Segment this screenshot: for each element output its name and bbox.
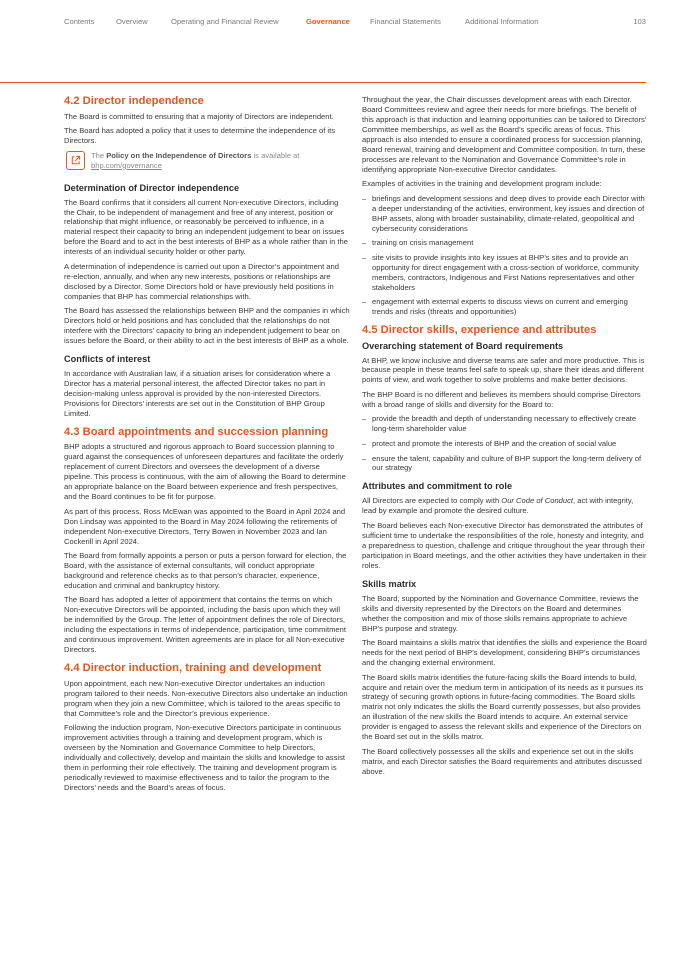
paragraph: The Board has assessed the relationships between BHP and the companies in which Directors hold or held positions and has concluded that the relationships do not interfere with the Directors’ capacity to bring an independent judgement to bear on issues before the Board, or their ability to act in the best interests of BHP as a whole. (64, 306, 350, 346)
paragraph: The Board maintains a skills matrix that identifies the skills and experience the Board needs for the next period of BHP’s development, considering BHP’s circumstances and the changing external environment. (362, 638, 647, 668)
list-item: – protect and promote the interests of BHP and the creation of social value (362, 439, 647, 449)
external-link-icon[interactable] (66, 151, 85, 170)
paragraph: In accordance with Australian law, if a situation arises for consideration where a Director has a material personal interest, the affected Director takes no part in decision-making unless approval is provided by the non-interested Directors. Provisions for Directors’ interests are set out in the Constitution of BHP Group Limited. (64, 369, 331, 418)
paragraph: All Directors are expected to comply with Our Code of Conduct, act with integrity, lead by example and promote the desired culture. (362, 496, 634, 516)
paragraph: Examples of activities in the training and development program include: (362, 179, 602, 189)
paragraph: The Board collectively possesses all the skills and experience set out in the skills matrix, and each Director satisfies the Board requirements and attributes discussed above. (362, 746, 642, 776)
nav-governance[interactable]: Governance (306, 17, 350, 26)
list-item: – briefings and development sessions and deep dives to provide each Director with a deeper understanding of the activities, environment, key issues and direction of BHP assets, along with broader sustainability, climate-related, geopolitical and cybersecurity considerations (362, 194, 647, 234)
paragraph: Throughout the year, the Chair discusses development areas with each Director. Board Committees review and agree their needs for more briefings. The benefit of this approach is that induction and learning opportunities can be tailored to Directors’ Committee memberships, as well as the Board’s specific areas of focus. This approach is also intended to ensure a coordinated process for succession planning, Board renewal, training and development and Committee composition. In turn, these processes are relevant to the Nomination and Governance Committee’s role in identifying appropriate Non-executive Director candidates. (362, 95, 647, 174)
list-item: – site visits to provide insights into key issues at BHP’s sites and to provide an opportunity for direct engagement with a cross-section of workforce, community members, contractors, Indigenous and First Nations representatives and other stakeholders (362, 253, 647, 293)
heading-skills-experience: 4.5 Director skills, experience and attributes (362, 324, 597, 337)
paragraph: The Board has adopted a policy that it uses to determine the independence of its Directors. (64, 126, 336, 145)
paragraph: The Board, supported by the Nomination and Governance Committee, reviews the skills and diversity represented by the Directors on the Board and determines whether the composition and mix of those skills remains appropriate to achieve BHP’s purpose and strategy. (362, 593, 639, 633)
list-item: – training on crisis management (362, 238, 647, 248)
paragraph: The Board confirms that it considers all current Non-executive Directors, including the Chair, to be independent of management and free of any interest, position or relationship that might influence, or reasonably be perceived to influence, in a material respect their capacity to bring an independent judgement to bear on issues before the Board and to act in the best interests of BHP as a whole rather than in the interests of an individual security holder or other party. (64, 197, 348, 257)
right-column (362, 95, 647, 781)
paragraph: At BHP, we know inclusive and diverse teams are safer and more productive. This is because people in these teams feel safe to speak up, share their ideas and different points of view, and work together to solve problems and make better decisions. (362, 355, 645, 385)
board-aims-list (362, 414, 647, 473)
paragraph: The Board believes each Non-executive Director has demonstrated the attributes of sufficient time to undertake the responsibilities of the role, honesty and integrity, and a preparedness to question, challenge and critique throughout the year through their participation in Board meetings, and the other activities they have undertaken in their roles. (362, 520, 647, 570)
heading-skills-matrix: Skills matrix (362, 578, 417, 589)
paragraph: The BHP Board is no different and believes its members should comprise Directors with a broad range of skills and diversity for the Board to: (362, 389, 641, 409)
code-of-conduct-title: Our Code of Conduct (501, 496, 574, 506)
heading-conflicts: Conflicts of interest (64, 354, 151, 365)
nav-operating-financial-review[interactable]: Operating and Financial Review (171, 17, 279, 26)
paragraph: The Board from formally appoints a person or puts a person forward for election, the Board, with the assistance of external consultants, will conduct appropriate background and reference checks as to that person’s character, experience, education and criminal and bankruptcy history. (64, 551, 347, 590)
nav-financial-statements[interactable]: Financial Statements (370, 17, 441, 26)
header-divider (0, 82, 646, 83)
heading-induction-training: 4.4 Director induction, training and development (64, 662, 322, 675)
nav-contents[interactable]: Contents (64, 17, 95, 26)
paragraph: As part of this process, Ross McEwan was appointed to the Board in April 2024 and Don Lindsay was appointed to the Board in May 2024 following the retirements of independent Non-executive Directors, Terry Bowen in November 2023 and Ian Cockerill in April 2024. (64, 506, 346, 546)
external-link-glyph (70, 155, 81, 166)
page-number: 103 (633, 17, 646, 26)
paragraph: BHP adopts a structured and rigorous approach to Board succession planning to guard against the consequences of unforeseen departures and facilitate the orderly replacement of current Directors and oversees the development of a diverse pipeline. This process is continuous, with the aim of allowing the Board to determine an appropriate balance on the Board between experience and fresh perspectives, and the Board continues to be fit for purpose. (64, 442, 346, 502)
list-item: – engagement with external experts to discuss views on current and emerging trends and risks (threats and opportunities) (362, 297, 647, 317)
policy-note (64, 151, 350, 173)
paragraph: The Board is committed to ensuring that a majority of Directors are independent. (64, 111, 334, 121)
list-item: – ensure the talent, capability and culture of BHP support the long-term delivery of our strategy (362, 454, 647, 474)
heading-director-independence: 4.2 Director independence (64, 95, 204, 107)
list-item: – provide the breadth and depth of understanding necessary to effectively create long-term shareholder value (362, 414, 647, 434)
heading-determination: Determination of Director independence (64, 182, 240, 193)
policy-note-text: The Policy on the Independence of Directors is available at bhp.com/governance (91, 150, 300, 170)
paragraph: The Board skills matrix identifies the future-facing skills the Board intends to build, acquire and retain over the medium term in anticipation of its needs as it pursues its strategy of securing growth options in future-facing commodities. The Board skills matrix not only indicates the skills the Board currently possesses, but also provides an illustration of the new skills the Board intends to acquire. An external service provider is engaged to assess the relevant skills and experience of the Directors on the Board set out in the skills matrix. (362, 672, 644, 742)
paragraph: A determination of independence is carried out upon a Director’s appointment and re-election, annually, and when any new interests, positions or relationships are disclosed by a Director. Some Directors hold or have previously held positions in companies that BHP has commercial relationships with. (64, 261, 339, 301)
heading-overarching-statement: Overarching statement of Board requirements (362, 340, 564, 351)
training-activities-list (362, 194, 647, 317)
top-navigation (64, 17, 646, 29)
paragraph: Upon appointment, each new Non-executive Director undertakes an induction program tailored to their needs. Non-executive Directors also undertake an induction program when they join a new Committee, which is tailored to the areas specific to that Committee’s role and the Director’s previous experience. (64, 678, 348, 718)
heading-attributes: Attributes and commitment to role (362, 481, 513, 492)
nav-overview[interactable]: Overview (116, 17, 148, 26)
paragraph: The Board has adopted a letter of appointment that contains the terms on which Non-executive Directors will be appointed, including the basis upon which they will be indemnified by the Group. The letter of appointment defines the role of Directors, including the expectations in terms of independence, participation, time commitment and continuous improvement. Written agreements are in place for all Non-executive Directors. (64, 595, 346, 655)
heading-board-appointments: 4.3 Board appointments and succession planning (64, 425, 329, 438)
left-column (64, 95, 350, 797)
policy-title: Policy on the Independence of Directors (106, 150, 252, 160)
paragraph: Following the induction program, Non-executive Directors participate in continuous improvement activities through a training and development program, which is overseen by the Nomination and Governance Committee to help Directors, individually and collectively, develop and maintain the skills and knowledge to assist them in performing their role effectively. The training and development program is periodically reviewed to maximise effectiveness and to tailor the program to the Directors’ needs and the Board’s areas of focus. (64, 723, 345, 792)
nav-additional-information[interactable]: Additional Information (465, 17, 539, 26)
governance-link[interactable]: bhp.com/governance (91, 160, 162, 170)
